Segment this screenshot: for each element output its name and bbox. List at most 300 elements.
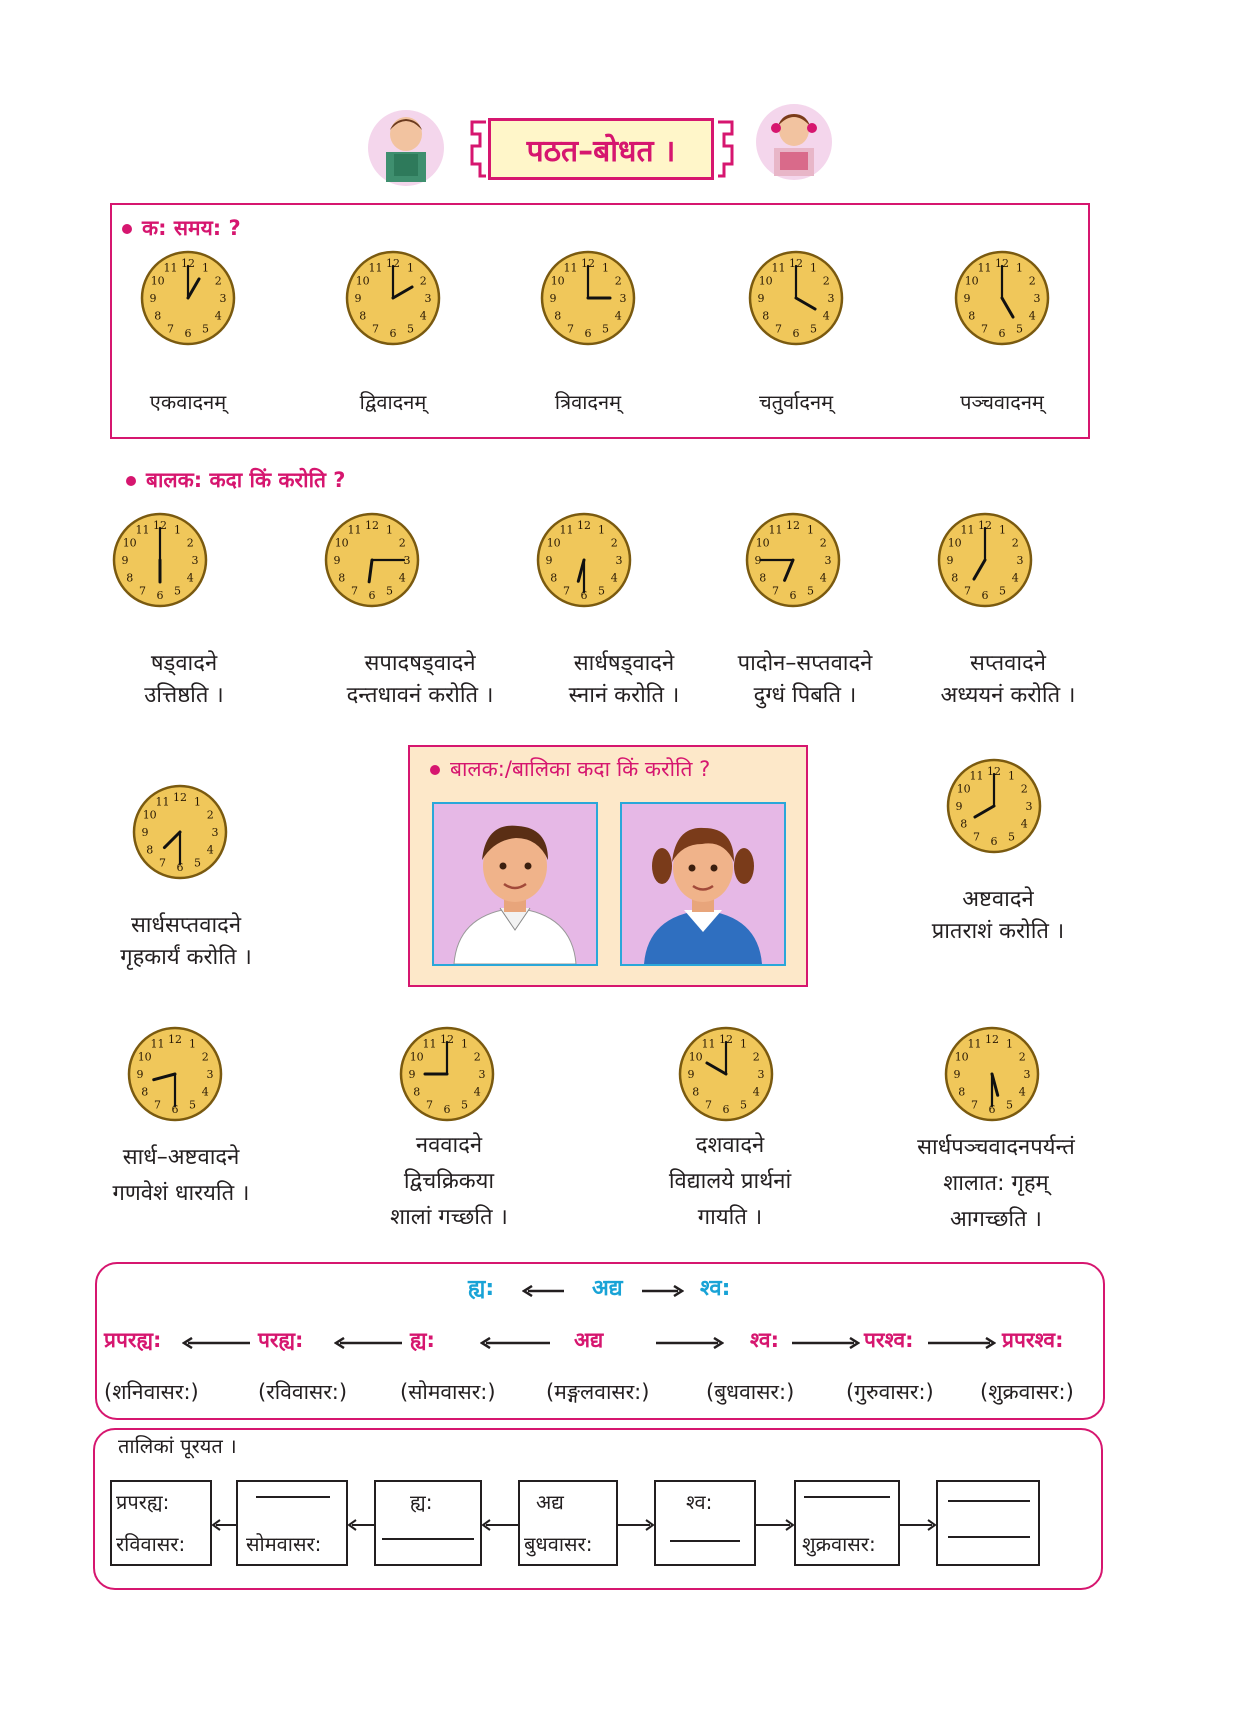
clock-numeral: 3 bbox=[219, 292, 227, 305]
clock-numeral: 6 bbox=[789, 589, 797, 602]
clock-numeral: 11 bbox=[701, 1037, 716, 1051]
clock-numeral: 5 bbox=[602, 322, 609, 336]
clock-numeral: 6 bbox=[988, 1103, 996, 1116]
clock-numeral: 7 bbox=[772, 584, 779, 598]
clock-numeral: 3 bbox=[1016, 554, 1024, 567]
table-box-7[interactable] bbox=[936, 1480, 1040, 1566]
clock-numeral: 6 bbox=[176, 861, 184, 874]
clock-numeral: 3 bbox=[1023, 1068, 1031, 1081]
clock-numeral: 3 bbox=[206, 1068, 214, 1081]
clock-numeral: 11 bbox=[347, 523, 362, 537]
clock-numeral: 8 bbox=[951, 571, 959, 585]
clock-numeral: 4 bbox=[822, 309, 830, 323]
row3-caption-4 bbox=[898, 1130, 1094, 1238]
clock-numeral: 6 bbox=[443, 1103, 451, 1116]
clock-2 bbox=[343, 248, 443, 348]
clock-numeral: 12 bbox=[995, 257, 1009, 270]
clock-numeral: 11 bbox=[368, 261, 383, 275]
page-title-text: पठत–बोधत । bbox=[526, 133, 676, 169]
clock-numeral: 12 bbox=[181, 257, 195, 270]
schedule-caption-4 bbox=[716, 648, 894, 712]
schedule-caption-5 bbox=[912, 648, 1104, 712]
clock-numeral: 5 bbox=[202, 322, 209, 336]
clock-numeral: 9 bbox=[333, 554, 341, 567]
clock-numeral: 10 bbox=[334, 536, 349, 550]
caption-line1: षड्वादने bbox=[150, 651, 218, 676]
row3-clock-2 bbox=[397, 1024, 497, 1124]
clock-numeral: 12 bbox=[581, 257, 595, 270]
clock-numeral: 9 bbox=[354, 292, 362, 305]
day-word-2: परह्य: bbox=[258, 1328, 304, 1352]
clock-numeral: 5 bbox=[807, 584, 814, 598]
caption-line1: सप्तवादने bbox=[969, 651, 1046, 676]
clock-eight-icon bbox=[944, 756, 1044, 856]
caption-line2: प्रातराशं करोति । bbox=[931, 919, 1065, 944]
day-word-7: प्रपरश्व: bbox=[1002, 1328, 1064, 1352]
caption-line2: दन्तधावनं करोति । bbox=[346, 683, 494, 708]
schedule-caption-2 bbox=[300, 648, 540, 712]
clock-numeral: 10 bbox=[956, 782, 971, 796]
clock-numeral: 7 bbox=[351, 584, 358, 598]
table-box-2[interactable] bbox=[236, 1480, 348, 1566]
table-arrow-4-icon bbox=[618, 1516, 654, 1535]
day-name-6: (गुरुवासर:) bbox=[846, 1380, 934, 1404]
clock-numeral: 11 bbox=[563, 261, 578, 275]
clock-numeral: 8 bbox=[154, 309, 162, 323]
schedule-clock-3 bbox=[534, 510, 634, 610]
clock-numeral: 4 bbox=[186, 571, 194, 585]
clock-numeral: 4 bbox=[214, 309, 222, 323]
clock-numeral: 2 bbox=[201, 1050, 209, 1064]
row3-clock-2-icon bbox=[397, 1024, 497, 1124]
caption-line2: गृहकार्यं करोति । bbox=[120, 945, 252, 970]
day-arrow-2-icon bbox=[334, 1334, 402, 1353]
box2-bottom: सोमवासर: bbox=[246, 1532, 322, 1556]
clock-numeral: 4 bbox=[473, 1085, 481, 1099]
clock-numeral: 8 bbox=[554, 309, 562, 323]
caption-line1: सार्धपञ्चवादनपर्यन्तं bbox=[917, 1135, 1075, 1160]
clock-numeral: 2 bbox=[822, 274, 830, 288]
clock-numeral: 7 bbox=[154, 1098, 161, 1112]
clock-numeral: 9 bbox=[953, 1068, 961, 1081]
clock-numeral: 8 bbox=[960, 817, 968, 831]
table-box-6[interactable] bbox=[794, 1480, 900, 1566]
schedule-clock-5-icon bbox=[935, 510, 1035, 610]
clock-numeral: 12 bbox=[173, 791, 187, 804]
clock-numeral: 4 bbox=[201, 1085, 209, 1099]
clock-5-icon bbox=[952, 248, 1052, 348]
schedule-clock-5 bbox=[935, 510, 1035, 610]
table-box-4 bbox=[518, 1480, 618, 1566]
clock-numeral: 1 bbox=[386, 523, 393, 537]
clock-numeral: 9 bbox=[757, 292, 765, 305]
clock-numeral: 11 bbox=[768, 523, 783, 537]
clock-numeral: 6 bbox=[998, 327, 1006, 340]
clock-label-3: त्रिवादनम् bbox=[554, 390, 622, 414]
clock-numeral: 7 bbox=[167, 322, 174, 336]
caption-line1: सार्धषड्वादने bbox=[573, 651, 675, 676]
clock-numeral: 9 bbox=[121, 554, 129, 567]
clock-numeral: 8 bbox=[146, 843, 154, 857]
row3-clock-3-icon bbox=[676, 1024, 776, 1124]
clock-numeral: 5 bbox=[1008, 830, 1015, 844]
clock-numeral: 5 bbox=[174, 584, 181, 598]
clock-numeral: 8 bbox=[692, 1085, 700, 1099]
card-heading bbox=[430, 755, 710, 783]
clock-numeral: 12 bbox=[985, 1033, 999, 1046]
clock-numeral: 5 bbox=[999, 584, 1006, 598]
clock-numeral: 6 bbox=[584, 327, 592, 340]
clock-4-icon bbox=[746, 248, 846, 348]
clock-numeral: 3 bbox=[757, 1068, 765, 1081]
table-arrow-6-icon bbox=[900, 1516, 936, 1535]
schedule-caption-3 bbox=[524, 648, 724, 712]
caption-line1: पादोन–सप्तवादने bbox=[737, 651, 873, 676]
clock-numeral: 12 bbox=[386, 257, 400, 270]
clock-numeral: 9 bbox=[754, 554, 762, 567]
clock-numeral: 12 bbox=[365, 519, 379, 532]
clock-numeral: 6 bbox=[981, 589, 989, 602]
schedule-clock-1 bbox=[110, 510, 210, 610]
caption-line1: नववादने bbox=[415, 1133, 483, 1158]
clock-numeral: 1 bbox=[407, 261, 414, 275]
clock-label-4: चतुर्वादनम् bbox=[758, 390, 834, 414]
caption-line2: विद्यालये प्रार्थनां bbox=[668, 1169, 792, 1194]
table-arrow-1-icon bbox=[212, 1516, 236, 1535]
day-word-4: अद्य bbox=[574, 1328, 604, 1352]
clock-numeral: 11 bbox=[422, 1037, 437, 1051]
caption-line2: अध्ययनं करोति । bbox=[940, 683, 1076, 708]
clock-numeral: 11 bbox=[977, 261, 992, 275]
clock-numeral: 7 bbox=[372, 322, 379, 336]
clock-numeral: 4 bbox=[398, 571, 406, 585]
clock-numeral: 8 bbox=[958, 1085, 966, 1099]
clock-numeral: 2 bbox=[614, 274, 622, 288]
caption-line3: शालां गच्छति । bbox=[390, 1205, 508, 1230]
clock-1 bbox=[138, 248, 238, 348]
clock-numeral: 4 bbox=[614, 309, 622, 323]
clock-numeral: 1 bbox=[740, 1037, 747, 1051]
clock-numeral: 6 bbox=[389, 327, 397, 340]
clock-seven-thirty bbox=[130, 782, 230, 882]
clock-numeral: 6 bbox=[156, 589, 164, 602]
clock-numeral: 9 bbox=[149, 292, 157, 305]
box1-bottom: रविवासर: bbox=[116, 1532, 186, 1556]
clock-numeral: 10 bbox=[947, 536, 962, 550]
clock-numeral: 4 bbox=[1018, 1085, 1026, 1099]
clock-numeral: 10 bbox=[355, 274, 370, 288]
clock-numeral: 4 bbox=[1011, 571, 1019, 585]
clock-numeral: 3 bbox=[827, 292, 835, 305]
day-name-5: (बुधवासर:) bbox=[706, 1380, 795, 1404]
clock-numeral: 3 bbox=[1025, 800, 1033, 813]
clock-numeral: 12 bbox=[440, 1033, 454, 1046]
clock-numeral: 11 bbox=[969, 769, 984, 783]
clock-numeral: 12 bbox=[987, 765, 1001, 778]
clock-numeral: 2 bbox=[419, 274, 427, 288]
card-heading-text: बालक:/बालिका कदा किं करोति ? bbox=[450, 757, 711, 781]
clock-numeral: 1 bbox=[194, 795, 201, 809]
clock-numeral: 1 bbox=[602, 261, 609, 275]
table-heading: तालिकां पूरयत । bbox=[118, 1434, 237, 1458]
clock-numeral: 4 bbox=[1020, 817, 1028, 831]
clock-numeral: 1 bbox=[1008, 769, 1015, 783]
clock-numeral: 5 bbox=[194, 856, 201, 870]
clock-1-icon bbox=[138, 248, 238, 348]
box3-top: ह्य: bbox=[410, 1490, 433, 1514]
clock-numeral: 7 bbox=[563, 584, 570, 598]
top-today: अद्य bbox=[592, 1276, 623, 1301]
day-word-1: प्रपरह्य: bbox=[104, 1328, 162, 1352]
section2-heading-text: बालक: कदा किं करोति ? bbox=[146, 468, 346, 492]
row3-clock-1 bbox=[125, 1024, 225, 1124]
right-ornament-icon bbox=[716, 118, 738, 180]
day-word-6: परश्व: bbox=[864, 1328, 914, 1352]
clock-numeral: 7 bbox=[567, 322, 574, 336]
clock-numeral: 2 bbox=[214, 274, 222, 288]
clock-numeral: 6 bbox=[792, 327, 800, 340]
clock-numeral: 7 bbox=[981, 322, 988, 336]
clock-numeral: 1 bbox=[202, 261, 209, 275]
clock-numeral: 4 bbox=[819, 571, 827, 585]
clock-numeral: 10 bbox=[954, 1050, 969, 1064]
clock-numeral: 2 bbox=[206, 808, 214, 822]
row3-clock-1-icon bbox=[125, 1024, 225, 1124]
clock-numeral: 10 bbox=[964, 274, 979, 288]
clock-label-2: द्विवादनम् bbox=[359, 390, 427, 414]
clock-numeral: 2 bbox=[752, 1050, 760, 1064]
clock-numeral: 4 bbox=[419, 309, 427, 323]
schedule-caption-1 bbox=[96, 648, 272, 712]
day-arrow-4-icon bbox=[656, 1334, 724, 1353]
box4-bottom: बुधवासर: bbox=[524, 1532, 593, 1556]
clock-numeral: 9 bbox=[549, 292, 557, 305]
clock-numeral: 9 bbox=[955, 800, 963, 813]
schedule-clock-2 bbox=[322, 510, 422, 610]
clock-4 bbox=[746, 248, 846, 348]
clock-seven-thirty-icon bbox=[130, 782, 230, 882]
caption-line1: सार्ध–अष्टवादने bbox=[122, 1145, 240, 1170]
caption-line3: आगच्छति । bbox=[950, 1207, 1042, 1232]
clock-numeral: 3 bbox=[211, 826, 219, 839]
caption-line1: अष्टवादने bbox=[962, 887, 1034, 912]
clock-numeral: 10 bbox=[142, 808, 157, 822]
clock-numeral: 8 bbox=[759, 571, 767, 585]
clock-3-icon bbox=[538, 248, 638, 348]
clock-numeral: 3 bbox=[424, 292, 432, 305]
clock-numeral: 12 bbox=[153, 519, 167, 532]
clock-numeral: 5 bbox=[386, 584, 393, 598]
clock-numeral: 1 bbox=[1006, 1037, 1013, 1051]
day-word-3: ह्य: bbox=[410, 1328, 435, 1352]
clock-label-1: एकवादनम् bbox=[149, 390, 227, 414]
clock-numeral: 12 bbox=[719, 1033, 733, 1046]
clock-numeral: 5 bbox=[407, 322, 414, 336]
clock-numeral: 10 bbox=[409, 1050, 424, 1064]
clock-numeral: 3 bbox=[619, 292, 627, 305]
clock-numeral: 7 bbox=[705, 1098, 712, 1112]
clock-numeral: 10 bbox=[550, 274, 565, 288]
clock-numeral: 7 bbox=[973, 830, 980, 844]
clock-numeral: 3 bbox=[191, 554, 199, 567]
clock-numeral: 10 bbox=[688, 1050, 703, 1064]
clock-numeral: 8 bbox=[968, 309, 976, 323]
caption-seven-thirty bbox=[98, 910, 274, 974]
row3-clock-4 bbox=[942, 1024, 1042, 1124]
clock-eight bbox=[944, 756, 1044, 856]
caption-eight bbox=[910, 884, 1086, 948]
caption-line2: उत्तिष्ठति । bbox=[144, 683, 224, 708]
box4-top: अद्य bbox=[536, 1490, 564, 1514]
clock-numeral: 3 bbox=[478, 1068, 486, 1081]
clock-numeral: 5 bbox=[189, 1098, 196, 1112]
clock-numeral: 4 bbox=[1028, 309, 1036, 323]
table-arrow-2-icon bbox=[348, 1516, 374, 1535]
row3-clock-3 bbox=[676, 1024, 776, 1124]
clock-numeral: 5 bbox=[740, 1098, 747, 1112]
clock-numeral: 7 bbox=[139, 584, 146, 598]
caption-line1: सपादषड्वादने bbox=[364, 651, 476, 676]
clock-numeral: 1 bbox=[810, 261, 817, 275]
clock-numeral: 2 bbox=[819, 536, 827, 550]
clock-numeral: 10 bbox=[546, 536, 561, 550]
clock-numeral: 6 bbox=[184, 327, 192, 340]
caption-line2: द्विचक्रिकया bbox=[403, 1169, 495, 1194]
clock-numeral: 2 bbox=[1028, 274, 1036, 288]
caption-line2: गणवेशं धारयति । bbox=[112, 1181, 250, 1206]
clock-numeral: 3 bbox=[824, 554, 832, 567]
clock-numeral: 8 bbox=[126, 571, 134, 585]
top-yesterday: ह्य: bbox=[468, 1276, 495, 1301]
clock-numeral: 11 bbox=[155, 795, 170, 809]
clock-numeral: 9 bbox=[408, 1068, 416, 1081]
clock-numeral: 1 bbox=[189, 1037, 196, 1051]
clock-numeral: 8 bbox=[550, 571, 558, 585]
day-name-7: (शुक्रवासर:) bbox=[980, 1380, 1074, 1404]
top-tomorrow: श्व: bbox=[700, 1276, 731, 1301]
clock-numeral: 9 bbox=[687, 1068, 695, 1081]
top-right-arrow-icon bbox=[642, 1282, 684, 1301]
table-box-1 bbox=[110, 1480, 212, 1566]
clock-numeral: 2 bbox=[610, 536, 618, 550]
clock-numeral: 4 bbox=[206, 843, 214, 857]
clock-numeral: 12 bbox=[577, 519, 591, 532]
clock-numeral: 9 bbox=[545, 554, 553, 567]
schedule-clock-4-icon bbox=[743, 510, 843, 610]
clock-numeral: 11 bbox=[559, 523, 574, 537]
clock-numeral: 8 bbox=[359, 309, 367, 323]
box1-top: प्रपरह्य: bbox=[116, 1490, 170, 1514]
clock-numeral: 10 bbox=[137, 1050, 152, 1064]
caption-line2: दुग्धं पिबति । bbox=[753, 683, 857, 708]
row3-caption-1 bbox=[92, 1140, 270, 1212]
clock-numeral: 9 bbox=[963, 292, 971, 305]
clock-numeral: 12 bbox=[786, 519, 800, 532]
schedule-clock-1-icon bbox=[110, 510, 210, 610]
clock-numeral: 4 bbox=[610, 571, 618, 585]
clock-numeral: 3 bbox=[403, 554, 411, 567]
clock-numeral: 2 bbox=[398, 536, 406, 550]
clock-3 bbox=[538, 248, 638, 348]
clock-numeral: 1 bbox=[461, 1037, 468, 1051]
clock-numeral: 5 bbox=[810, 322, 817, 336]
clock-numeral: 6 bbox=[580, 589, 588, 602]
girl-reading-illustration bbox=[756, 102, 832, 184]
section2-heading bbox=[126, 466, 345, 494]
clock-numeral: 7 bbox=[426, 1098, 433, 1112]
clock-numeral: 10 bbox=[755, 536, 770, 550]
left-ornament-icon bbox=[466, 118, 488, 180]
clock-numeral: 12 bbox=[978, 519, 992, 532]
clock-numeral: 11 bbox=[960, 523, 975, 537]
clock-numeral: 3 bbox=[615, 554, 623, 567]
clock-numeral: 12 bbox=[789, 257, 803, 270]
clock-numeral: 7 bbox=[159, 856, 166, 870]
day-arrow-1-icon bbox=[182, 1334, 250, 1353]
section1-heading-text: क: समय: ? bbox=[142, 216, 241, 240]
table-box-5[interactable] bbox=[654, 1480, 756, 1566]
page-title bbox=[488, 118, 714, 180]
clock-numeral: 1 bbox=[807, 523, 814, 537]
clock-numeral: 5 bbox=[598, 584, 605, 598]
clock-numeral: 6 bbox=[990, 835, 998, 848]
schedule-clock-3-icon bbox=[534, 510, 634, 610]
row3-caption-3 bbox=[636, 1128, 824, 1236]
day-word-5: श्व: bbox=[750, 1328, 779, 1352]
clock-numeral: 11 bbox=[150, 1037, 165, 1051]
schedule-clock-4 bbox=[743, 510, 843, 610]
table-box-3[interactable] bbox=[374, 1480, 482, 1566]
clock-numeral: 5 bbox=[461, 1098, 468, 1112]
clock-numeral: 6 bbox=[171, 1103, 179, 1116]
clock-numeral: 4 bbox=[752, 1085, 760, 1099]
clock-numeral: 6 bbox=[368, 589, 376, 602]
clock-numeral: 2 bbox=[186, 536, 194, 550]
caption-line2: शालात: गृहम् bbox=[943, 1171, 1049, 1196]
clock-numeral: 5 bbox=[1016, 322, 1023, 336]
clock-numeral: 1 bbox=[598, 523, 605, 537]
day-arrow-6-icon bbox=[928, 1334, 996, 1353]
clock-numeral: 8 bbox=[141, 1085, 149, 1099]
row3-caption-2 bbox=[360, 1128, 538, 1236]
caption-line3: गायति । bbox=[697, 1205, 763, 1230]
caption-line2: स्नानं करोति । bbox=[568, 683, 680, 708]
clock-numeral: 11 bbox=[967, 1037, 982, 1051]
table-arrow-3-icon bbox=[482, 1516, 518, 1535]
clock-numeral: 8 bbox=[413, 1085, 421, 1099]
clock-numeral: 7 bbox=[775, 322, 782, 336]
clock-numeral: 1 bbox=[174, 523, 181, 537]
clock-numeral: 9 bbox=[136, 1068, 144, 1081]
clock-numeral: 1 bbox=[1016, 261, 1023, 275]
clock-2-icon bbox=[343, 248, 443, 348]
box5-top: श्व: bbox=[686, 1490, 713, 1514]
clock-numeral: 11 bbox=[771, 261, 786, 275]
clock-numeral: 7 bbox=[964, 584, 971, 598]
boy-reading-illustration bbox=[368, 108, 444, 190]
boy-girl-card bbox=[408, 745, 808, 987]
clock-numeral: 2 bbox=[473, 1050, 481, 1064]
clock-numeral: 5 bbox=[1006, 1098, 1013, 1112]
day-arrow-3-icon bbox=[480, 1334, 550, 1353]
girl-portrait bbox=[620, 802, 786, 966]
clock-numeral: 7 bbox=[971, 1098, 978, 1112]
clock-numeral: 2 bbox=[1011, 536, 1019, 550]
clock-numeral: 8 bbox=[338, 571, 346, 585]
row3-clock-4-icon bbox=[942, 1024, 1042, 1124]
clock-numeral: 6 bbox=[722, 1103, 730, 1116]
clock-numeral: 11 bbox=[163, 261, 178, 275]
